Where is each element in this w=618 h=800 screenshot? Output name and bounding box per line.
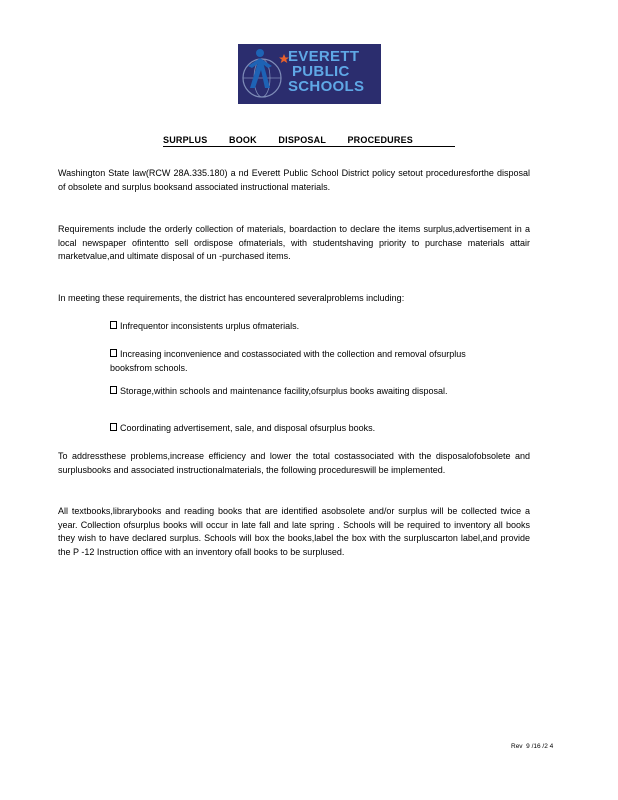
meeting-paragraph: In meeting these requirements, the district has encountered severalproblems including: <box>58 293 405 303</box>
list-item-text: Coordinating advertisement, sale, and disposal ofsurplus books. <box>120 423 376 433</box>
intro-paragraph: Washington State law(RCW 28A.335.180) a nd Everett Public School District policy setout proceduresforthe disposal of obsolete and surplus booksand associated instructional materials. <box>58 168 530 192</box>
checkbox-bullet-icon <box>110 321 117 329</box>
logo-line-3: SCHOOLS <box>288 78 365 95</box>
checkbox-bullet-icon <box>110 349 117 357</box>
page-title: SURPLUS BOOK DISPOSAL PROCEDURES <box>163 135 455 147</box>
checkbox-bullet-icon <box>110 423 117 431</box>
procedure-paragraph: All textbooks,librarybooks and reading books that are identified asobsolete and/or surplus will be collected twice a year. Collection ofsurplus books will occur in late fall and late spring . Schools will be required to inventory all books they wish to have declared surplus. Schools will box the books,label the box with the surpluscarton label,and provide the P -12 Instruction office with an inventory ofall books to be surplused. <box>58 506 530 557</box>
revision-date: Rev 9 /16 /2 4 <box>511 743 554 750</box>
requirements-paragraph: Requirements include the orderly collection of materials, boardaction to declare the items surplus,advertisement in a local newspaper ofintentto sell ordispose ofmaterials, with studentshaving priority to purchase materials attair marketvalue,and ultimate disposal of un -purchased items. <box>58 224 530 261</box>
logo-line-2: PUBLIC <box>292 63 350 80</box>
logo-line-1: EVERETT <box>288 48 360 65</box>
address-paragraph: To addressthese problems,increase efficiency and lower the total costassociated with the disposalofobsolete and surplusbooks and associated instructionalmaterials, the following procedureswill be implemented. <box>58 451 530 475</box>
list-item <box>110 385 470 399</box>
list-item-text: Increasing inconvenience and costassociated with the collection and removal ofsurplus booksfrom schools. <box>110 349 466 373</box>
list-item <box>110 422 470 436</box>
list-item <box>110 320 470 334</box>
list-item-text: Storage,within schools and maintenance facility,ofsurplus books awaiting disposal. <box>120 386 448 396</box>
checkbox-bullet-icon <box>110 386 117 394</box>
everett-public-schools-logo <box>238 44 381 104</box>
list-item <box>110 348 470 375</box>
list-item-text: Infrequentor inconsistents urplus ofmaterials. <box>120 321 300 331</box>
